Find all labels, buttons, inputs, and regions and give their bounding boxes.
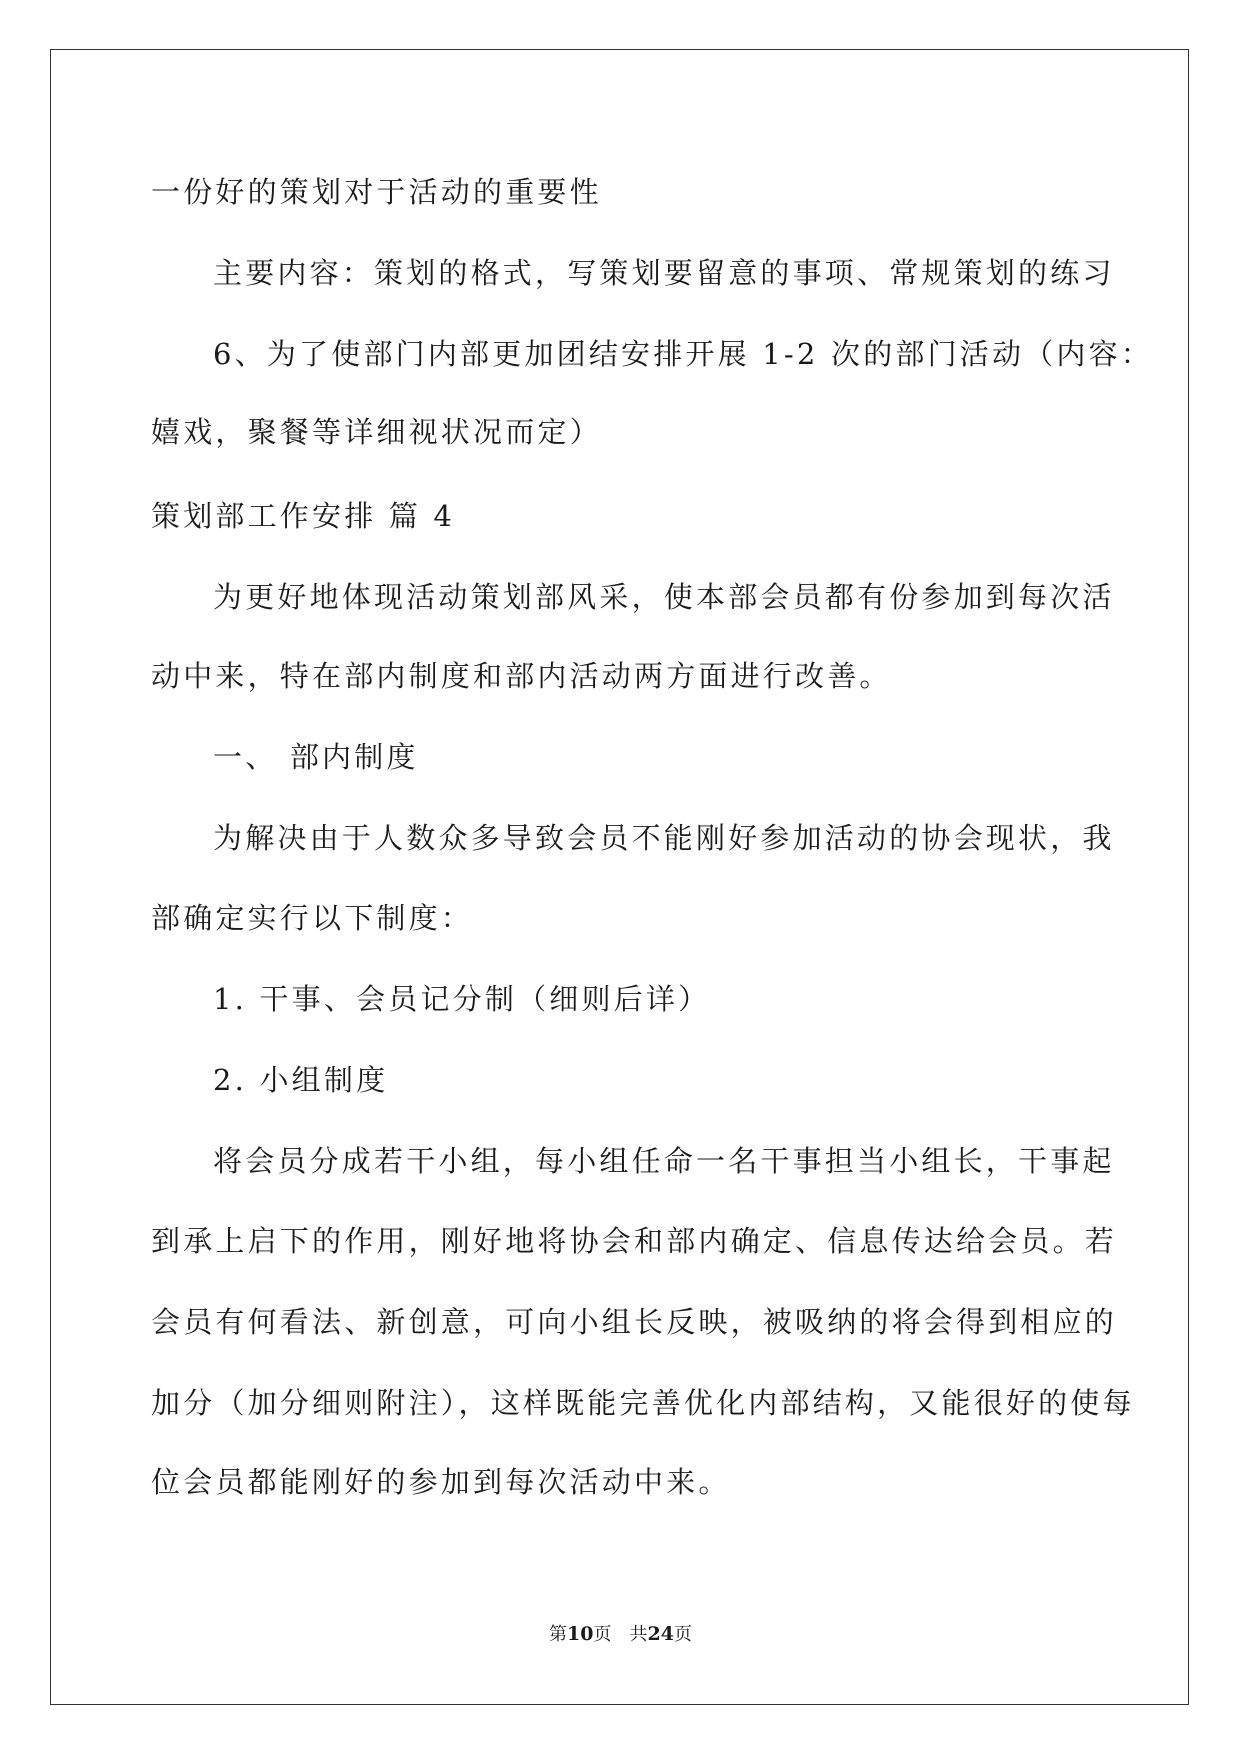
list-item: 1. 干事、会员记分制（细则后详） [213,982,711,1016]
paragraph-line: 部确定实行以下制度： [151,901,474,935]
paragraph-line: 将会员分成若干小组，每小组任命一名干事担当小组长，干事起 [213,1144,1115,1178]
paragraph-line: 动中来，特在部内制度和部内活动两方面进行改善。 [151,659,892,693]
paragraph-line: 加分（加分细则附注），这样既能完善优化内部结构，又能很好的使每 [151,1386,1135,1420]
page-footer [0,1622,1241,1647]
paragraph-line: 到承上启下的作用，刚好地将协会和部内确定、信息传达给会员。若 [151,1224,1118,1258]
list-item: 2. 小组制度 [213,1063,389,1097]
page-suffix: 页 [673,1624,692,1645]
paragraph-line: 主要内容：策划的格式，写策划要留意的事项、常规策划的练习 [213,256,1115,290]
page-current: 10 [567,1623,594,1645]
paragraph-line: 一份好的策划对于活动的重要性 [151,175,602,209]
page-mid: 页 共 [593,1624,648,1645]
paragraph-line: 为解决由于人数众多导致会员不能刚好参加活动的协会现状，我 [213,821,1115,855]
section-heading: 策划部工作安排 篇 4 [151,499,456,533]
paragraph-line: 嬉戏，聚餐等详细视状况而定） [151,415,602,449]
paragraph-line: 位会员都能刚好的参加到每次活动中来。 [151,1465,731,1499]
page-border [50,49,1189,1705]
page-prefix: 第 [549,1624,568,1645]
paragraph-line: 为更好地体现活动策划部风采，使本部会员都有份参加到每次活 [213,580,1115,614]
paragraph-line: 6、为了使部门内部更加团结安排开展 1-2 次的部门活动（内容： [213,337,1153,371]
page-total: 24 [647,1623,674,1645]
paragraph-line: 会员有何看法、新创意，可向小组长反映，被吸纳的将会得到相应的 [151,1305,1118,1339]
subsection-heading: 一、 部内制度 [213,740,419,774]
